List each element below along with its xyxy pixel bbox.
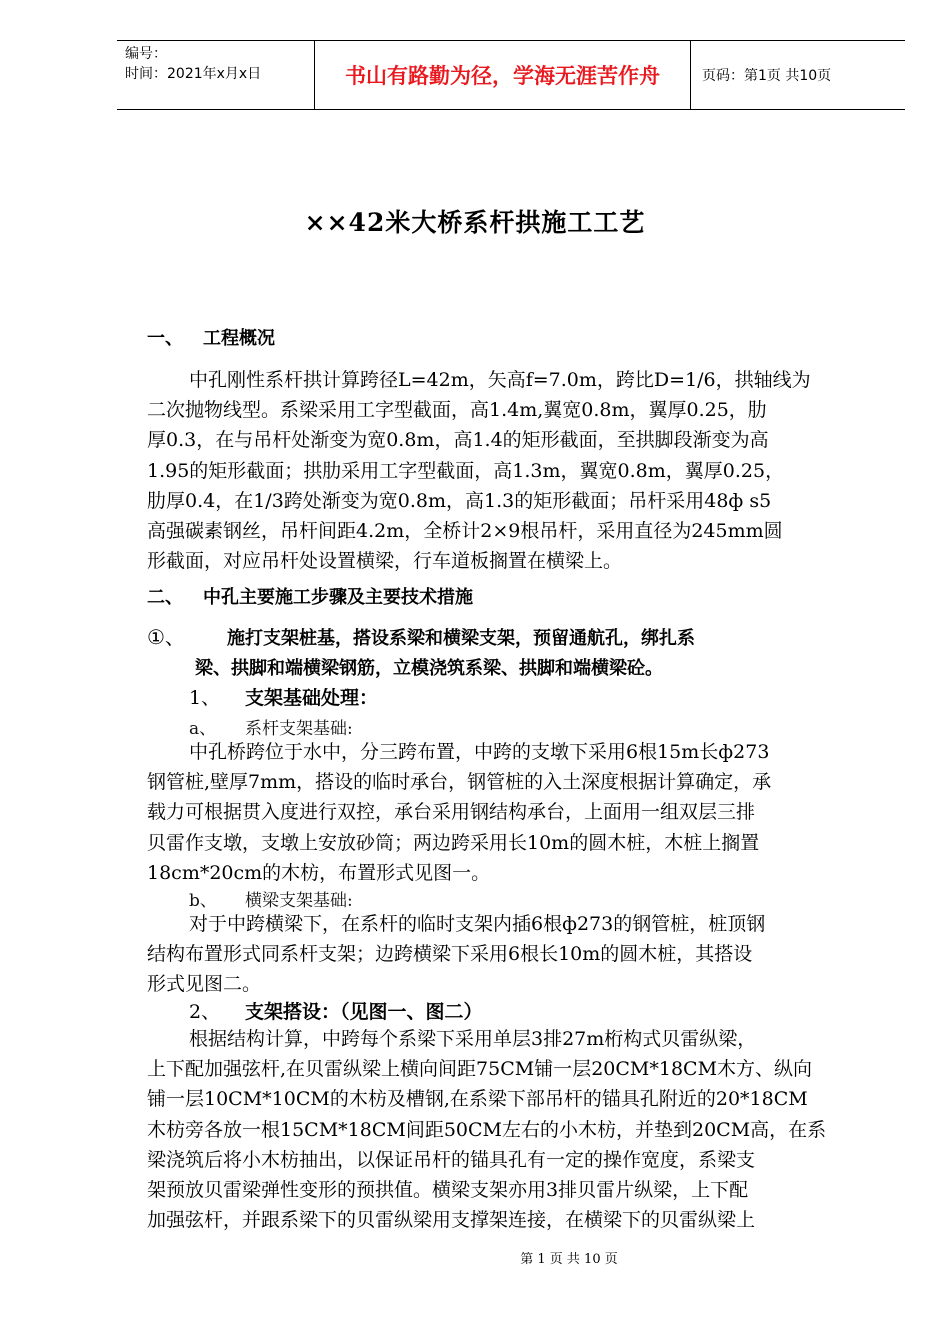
time-label: 时间：2021年x月x日 [125,66,262,82]
item-letter: b、 [189,891,217,911]
step-text: 施打支架桩基，搭设系梁和横梁支架，预留通航孔，绑扎系 [227,628,695,649]
text-line: 钢管桩,壁厚7mm，搭设的临时承台，钢管桩的入土深度根据计算确定，承 [147,771,772,794]
text-line: 对于中跨横梁下，在系杆的临时支架内插6根ф273的钢管桩，桩顶钢 [189,913,766,935]
text-line: 形截面，对应吊杆处设置横梁，行车道板搁置在横梁上。 [147,550,623,573]
paragraph-b [147,909,863,1000]
code-label: 编号： [125,46,167,62]
text-line: 上下配加强弦杆,在贝雷纵梁上横向间距75CM铺一层20CM*18CM木方、纵向 [147,1058,813,1081]
item-a-heading [189,714,353,739]
text-line: 架预放贝雷梁弹性变形的预拱值。横梁支架亦用3排贝雷片纵梁，上下配 [147,1179,749,1202]
paragraph-2 [147,1024,863,1235]
text-line: 中孔刚性系杆拱计算跨径L=42m，矢高f=7.0m，跨比D=1/6，拱轴线为 [189,369,811,391]
text-line: 肋厚0.4，在1/3跨处渐变为宽0.8m，高1.3的矩形截面；吊杆采用48ф s5 [147,489,772,512]
page-header [117,40,905,110]
section-heading-1 [147,324,275,350]
text-line: 结构布置形式同系杆支架；边跨横梁下采用6根长10m的圆木桩，其搭设 [147,943,753,966]
item-b-heading [189,886,353,911]
text-line: 贝雷作支墩，支墩上安放砂筒；两边跨采用长10m的圆木桩，木桩上搁置 [147,831,760,854]
step-text: 梁、拱脚和端横梁钢筋，立模浇筑系梁、拱脚和端横梁砼。 [195,658,663,679]
text-line: 1.95的矩形截面；拱肋采用工字型截面，高1.3m，翼宽0.8m，翼厚0.25， [147,459,785,482]
header-page-info: 页码：第1页 共10页 [702,68,832,84]
text-line: 中孔桥跨位于水中，分三跨布置，中跨的支墩下采用6根15m长ф273 [189,741,770,763]
item-number: 2、 [189,1001,221,1023]
item-title: 横梁支架基础: [245,891,353,911]
item-2-heading [189,997,483,1024]
step-1 [147,622,863,684]
item-title: 系杆支架基础: [245,719,353,739]
section-heading-2 [147,583,473,609]
text-line: 梁浇筑后将小木枋抽出，以保证吊杆的锚具孔有一定的操作宽度，系梁支 [147,1148,756,1171]
paragraph-a [147,737,863,888]
text-line: 载力可根据贯入度进行双控，承台采用钢结构承台，上面用一组双层三排 [147,801,756,824]
paragraph-overview [147,365,863,576]
header-motto: 书山有路勤为径，学海无涯苦作舟 [315,41,691,109]
text-line: 根据结构计算，中跨每个系梁下采用单层3排27m桁构式贝雷纵梁， [189,1028,757,1050]
section-number: 一、 [147,328,183,349]
section-number: 二、 [147,587,183,608]
text-line: 加强弦杆，并跟系梁下的贝雷纵梁用支撑架连接，在横梁下的贝雷纵梁上 [147,1209,756,1232]
text-line: 二次抛物线型。系梁采用工字型截面，高1.4m,翼宽0.8m，翼厚0.25，肋 [147,399,767,422]
item-title: 支架基础处理： [245,687,379,709]
text-line: 厚0.3，在与吊杆处渐变为宽0.8m，高1.4的矩形截面，至拱脚段渐变为高 [147,429,769,452]
item-number: 1、 [189,687,221,709]
text-line: 木枋旁各放一根15CM*18CM间距50CM左右的小木枋，并垫到20CM高，在系 [147,1118,827,1141]
page-footer: 第 1 页 共 10 页 [520,1252,618,1267]
section-title: 工程概况 [203,328,275,349]
item-1-heading [189,683,378,710]
text-line: 高强碳素钢丝，吊杆间距4.2m，全桥计2×9根吊杆，采用直径为245mm圆 [147,520,783,543]
text-line: 铺一层10CM*10CM的木枋及槽钢,在系梁下部吊杆的锚具孔附近的20*18CM [147,1088,808,1111]
item-letter: a、 [189,719,217,739]
section-title: 中孔主要施工步骤及主要技术措施 [203,587,473,608]
text-line: 形式见图二。 [147,973,262,996]
document-title: ××42米大桥系杆拱施工工艺 [304,208,646,237]
step-number: ①、 [147,625,185,649]
item-title: 支架搭设：（见图一、图二） [245,1001,483,1023]
text-line: 18cm*20cm的木枋，布置形式见图一。 [147,861,491,884]
header-meta [117,41,315,109]
